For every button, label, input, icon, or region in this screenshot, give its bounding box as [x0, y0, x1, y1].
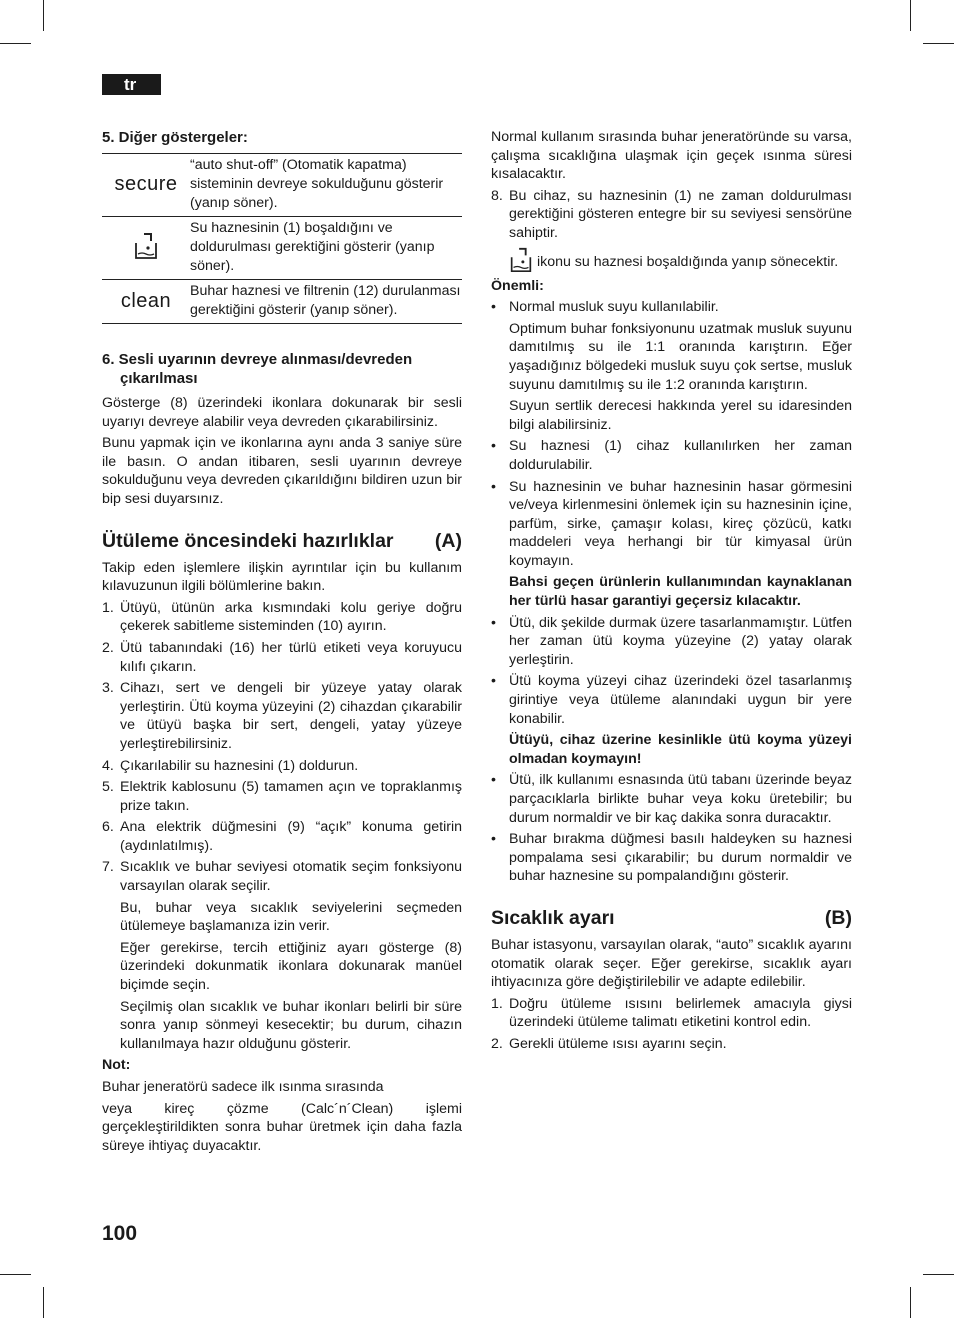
step-number: 7. — [102, 859, 114, 876]
list-item — [491, 437, 852, 474]
section-b-title: Sıcaklık ayarı — [491, 906, 615, 929]
paragraph: Bunu yapmak için ve ikonlarına aynı anda 3 saniye süre ile basın. O andan itibaren, sesli uyarının devreye sokulduğunu veya devreden çıkarıldığını bildiren uzun bir bip sesi duyarsınız. — [102, 435, 462, 507]
bullet-text: Buhar bırakma düğmesi basılı haldeyken su haznesi pompalama sesi çıkarabilir; bu durum normaldir ve buhar haznesine su pompalandığını gösterir. — [509, 831, 852, 885]
step-text: Çıkarılabilir su haznesini (1) doldurun. — [120, 757, 359, 774]
crop-mark — [43, 1287, 44, 1318]
steps-list — [491, 187, 852, 274]
bullet-text: Ütü koyma yüzeyi cihaz üzerindeki özel tasarlanmış girintiye veya ütüleme alanındaki uygun bir yere konabilir. — [509, 673, 852, 727]
section-b-letter: (B) — [824, 906, 852, 929]
bullet-text: Ütü, ilk kullanımı esnasında ütü tabanı üzerinde beyaz parçacıklarla birlikte buhar veya koku üretebilir; bu durum normaldir ve bir kaç dakika sonra duracaktır. — [509, 772, 852, 826]
section-a-title: Ütüleme öncesindeki hazırlıklar — [102, 529, 394, 552]
paragraph: Normal kullanım sırasında buhar jeneratöründe su varsa, çalışma sıcaklığına ulaşmak için geçek ısınma süresi kısalacaktır. — [491, 129, 852, 183]
indicators-table — [102, 153, 462, 324]
step-subparagraph — [509, 246, 852, 274]
bullet-text: Normal musluk suyu kullanılabilir. — [509, 299, 719, 316]
list-item — [102, 818, 462, 855]
section-a-heading — [102, 529, 462, 553]
step-number: 1. — [102, 599, 114, 616]
clean-icon: clean — [102, 280, 190, 324]
note-title: Not: — [102, 1057, 131, 1074]
list-item — [491, 187, 852, 274]
step-number: 5. — [102, 779, 114, 796]
list-item — [491, 995, 852, 1032]
steps-list — [102, 599, 462, 1054]
section-b-heading — [491, 906, 852, 930]
step-number: 6. — [102, 819, 114, 836]
bullet-text: Su haznesi (1) cihaz kullanılırken her zaman doldurulabilir. — [509, 438, 852, 473]
paragraph: Gösterge (8) üzerindeki ikonlara dokunarak bir sesli uyarıyı devreye alabilir veya devreden çıkarabilirsiniz. — [102, 395, 462, 430]
crop-mark — [910, 0, 911, 31]
step-number: 2. — [491, 1035, 503, 1052]
step-number: 3. — [102, 680, 114, 697]
crop-mark — [923, 1274, 954, 1275]
list-item — [491, 672, 852, 768]
right-column — [491, 128, 852, 1057]
crop-mark — [923, 43, 954, 44]
left-column — [102, 128, 462, 1158]
indicator-text: Buhar haznesi ve filtrenin (12) durulanması gerektiğini gösterir (yanıp söner). — [190, 280, 462, 324]
list-item — [491, 1035, 852, 1054]
list-item — [102, 778, 462, 815]
list-item — [491, 614, 852, 670]
indicator-row — [102, 154, 462, 217]
crop-mark — [43, 0, 44, 31]
step-text: Ütü tabanındaki (16) her türlü etiketi veya koruyucu kılıfı çıkarın. — [120, 639, 462, 675]
step-text: Sıcaklık ve buhar seviyesi otomatik seçim fonksiyonu varsayılan olarak seçilir. — [120, 859, 462, 895]
step-text: Ana elektrik düğmesini (9) “açık” konuma getirin (aydınlatılmış). — [120, 819, 462, 854]
section-5-title: 5. Diğer göstergeler: — [102, 129, 248, 146]
step-text: Doğru ütüleme ısısını belirlemek amacıyla giysi üzerindeki ütüleme talimatı etiketini kontrol edin. — [509, 995, 852, 1031]
step-subparagraph: Bu, buhar veya sıcaklık seviyelerini seçmeden ütülemeye başlamanıza izin verir. — [120, 899, 462, 935]
step-text: Bu cihaz, su haznesinin (1) ne zaman doldurulması gerektiğini gösteren entegre bir su seviyesi sensörüne sahiptir. — [509, 187, 852, 241]
bullet-subparagraph: Suyun sertlik derecesi hakkında yerel su idaresinden bilgi alabilirsiniz. — [509, 398, 852, 433]
list-item — [491, 478, 852, 611]
list-item — [491, 298, 852, 434]
section-6-title: 6. Sesli uyarının devreye alınması/devreden çıkarılması — [102, 351, 413, 387]
paragraph: Buhar istasyonu, varsayılan olarak, “auto” sıcaklık ayarını otomatik olarak seçer. Eğer gerekirse, sıcaklık ayarı ihtiyacınıza göre değiştirilebilir ve adapte edilebilir. — [491, 936, 852, 991]
paragraph: Buhar jeneratörü sadece ilk ısınma sırasında — [102, 1079, 384, 1095]
bullet-subparagraph: Optimum buhar fonksiyonunu uzatmak musluk suyunu damıtılmış su ile 1:1 oranında karıştırın. Eğer yaşadığınız bölgedeki musluk suyu çok sertse, musluk suyunu damıtılmış su ile 1:2 oranında karıştırın. — [509, 320, 852, 393]
indicator-row — [102, 280, 462, 324]
indicator-text: “auto shut-off” (Otomatik kapatma) sisteminin devreye sokulduğunu gösterir (yanıp söner). — [190, 154, 462, 217]
step-text: Cihazı, sert ve dengeli bir yüzeye yatay olarak yerleştirin. Ütü koyma yüzeyini (2) cihazdan çıkarabilir ve ütüyü başka bir sert, dengeli, yatay yüzeye yerleştirebilirsiniz. — [120, 680, 462, 752]
warning-text: Ütüyü, cihaz üzerine kesinlikle ütü koyma yüzeyi olmadan koymayın! — [509, 732, 852, 767]
indicator-text: Su haznesinin (1) boşaldığını ve doldurulması gerektiğini gösterir (yanıp söner). — [190, 217, 462, 280]
water-tank-icon — [102, 217, 190, 280]
secure-icon: secure — [102, 154, 190, 217]
list-item — [102, 639, 462, 676]
list-item — [102, 679, 462, 753]
water-tank-icon — [509, 246, 533, 274]
section-a-letter: (A) — [434, 529, 462, 552]
step-number: 2. — [102, 639, 114, 656]
steps-list — [491, 995, 852, 1054]
list-item — [102, 757, 462, 776]
step-text: Elektrik kablosunu (5) tamamen açın ve topraklanmış prize takın. — [120, 779, 462, 814]
step-number: 4. — [102, 757, 114, 774]
bullet-text: Ütü, dik şekilde durmak üzere tasarlanmamıştır. Lütfen her zaman ütü koyma yüzeyine (2) yatay olarak yerleştirin. — [509, 614, 853, 668]
crop-mark — [0, 43, 31, 44]
list-item — [102, 858, 462, 1053]
important-title: Önemli: — [491, 277, 544, 294]
list-item — [491, 771, 852, 827]
step-number: 8. — [491, 187, 503, 204]
crop-mark — [0, 1274, 31, 1275]
warning-text: Bahsi geçen ürünlerin kullanımından kaynaklanan her türlü hasar garantiyi geçersiz kılacaktır. — [509, 574, 852, 610]
step-subparagraph: Seçilmiş olan sıcaklık ve buhar ikonları belirli bir süre sonra yanıp sönmeyi kesecektir; bu durum, cihazın kullanılmaya hazır olduğunu gösterir. — [120, 998, 462, 1052]
language-tab: tr — [102, 74, 161, 95]
list-item — [102, 599, 462, 636]
paragraph: veya kireç çözme (Calc´n´Clean) işlemi gerçekleştirildikten sonra buhar üretmek için daha fazla süreye ihtiyaç duyacaktır. — [102, 1100, 462, 1154]
bullet-list — [491, 298, 852, 886]
step-text: Ütüyü, ütünün arka kısmındaki kolu geriye doğru çekerek sabitleme sisteminden (10) ayırın. — [120, 599, 462, 635]
indicator-row — [102, 217, 462, 280]
icon-description: ikonu su haznesi boşaldığında yanıp sönecektir. — [533, 253, 839, 270]
list-item — [491, 830, 852, 886]
bullet-text: Su haznesinin ve buhar haznesinin hasar görmesini ve/veya kirlenmesini önlemek için su haznesinin içine, parfüm, sirke, çamaşır kolası, kireç çözücü, katkı maddeleri veya herhangi bir tür kimyasal ürün koymayın. — [509, 478, 852, 569]
page-number: 100 — [102, 1222, 138, 1245]
step-subparagraph: Eğer gerekirse, tercih ettiğiniz ayarı gösterge (8) üzerindeki dokunmatik ikonlara dokunarak manüel biçimde seçin. — [120, 939, 462, 994]
water-tank-icon-svg — [134, 231, 158, 261]
paragraph: Takip eden işlemlere ilişkin ayrıntılar için bu kullanım kılavuzunun ilgili bölümlerine bakın. — [102, 559, 462, 595]
crop-mark — [910, 1287, 911, 1318]
step-text: Gerekli ütüleme ısısı ayarını seçin. — [509, 1035, 727, 1052]
step-number: 1. — [491, 995, 503, 1012]
